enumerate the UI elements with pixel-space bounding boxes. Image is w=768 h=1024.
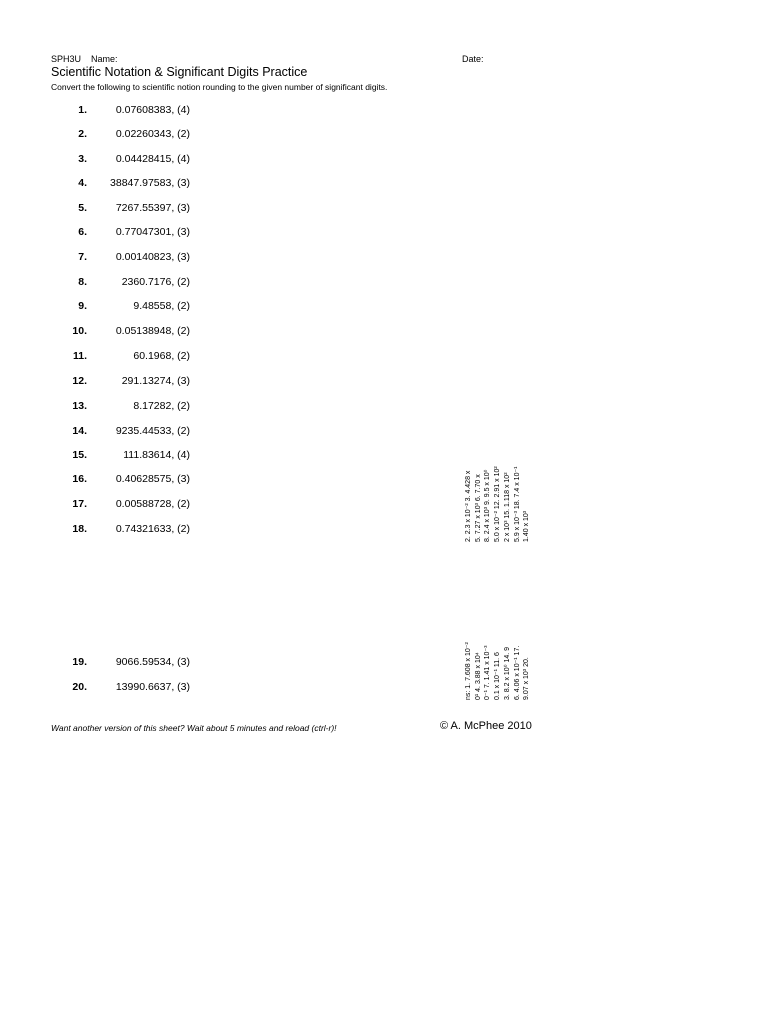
answer-line: 5.0 x 10⁻² 12. 2.91 x 10² (494, 466, 502, 542)
answer-line: 2 x 10³ 15. 1.118 x 10² (503, 472, 511, 542)
question-number: 4. (78, 177, 87, 189)
question-number: 19. (72, 656, 87, 668)
question-value: 7267.55397, (3) (115, 202, 190, 214)
question-value: 2360.7176, (2) (121, 276, 190, 288)
question-number: 15. (72, 449, 87, 461)
answer-line: ns: 1. 7.608 x 10⁻² (465, 642, 472, 700)
question-value: 0.00140823, (3) (115, 251, 190, 263)
answer-line: 2. 2.3 x 10⁻² 3. 4.428 x (465, 470, 472, 542)
question-value: 8.17282, (2) (133, 400, 190, 412)
answer-line: 0.1 x 10⁻¹ 11. 6 (494, 652, 502, 700)
question-number: 6. (78, 226, 87, 238)
question-number: 17. (72, 498, 87, 510)
course-code: SPH3U (51, 54, 82, 64)
question-number: 12. (72, 375, 87, 387)
answer-line: 0¹ 4. 3.88 x 10⁴ (474, 652, 482, 700)
answer-line: 5. 7.27 x 10³ 6. 7.70 x (474, 474, 482, 542)
question-number: 1. (78, 104, 87, 116)
question-value: 9235.44533, (2) (115, 425, 190, 437)
question-number: 16. (72, 473, 87, 485)
answer-line: 8. 2.4 x 10³ 9. 9.5 x 10⁰ (484, 469, 492, 542)
question-value: 13990.6637, (3) (115, 681, 190, 693)
question-value: 38847.97583, (3) (110, 177, 190, 189)
question-number: 8. (78, 276, 87, 288)
question-value: 0.77047301, (3) (115, 226, 190, 238)
question-value: 0.00588728, (2) (115, 498, 190, 510)
footer-note: Want another version of this sheet? Wait about 5 minutes and reload (ctrl-r)! (51, 723, 337, 733)
question-value: 291.13274, (3) (121, 375, 190, 387)
question-number: 10. (72, 325, 87, 337)
instructions: Convert the following to scientific notion rounding to the given number of significant digits. (51, 82, 388, 92)
worksheet-title: Scientific Notation & Significant Digits Practice (51, 65, 308, 79)
question-number: 7. (78, 251, 87, 263)
question-number: 14. (72, 425, 87, 437)
answer-line: 5.9 x 10⁻³ 18. 7.4 x 10⁻¹ (513, 466, 521, 542)
answer-line: 1.40 x 10³ (523, 510, 531, 542)
question-number: 11. (72, 350, 87, 362)
question-number: 9. (78, 300, 87, 312)
question-value: 0.04428415, (4) (115, 153, 190, 165)
answer-line: 0⁻¹ 7. 1.41 x 10⁻³ (484, 645, 492, 700)
question-value: 0.02260343, (2) (115, 128, 190, 140)
question-number: 18. (72, 523, 87, 535)
question-number: 5. (78, 202, 87, 214)
answer-line: 9.07 x 10³ 20. (523, 657, 531, 700)
question-value: 9066.59534, (3) (115, 656, 190, 668)
question-number: 20. (72, 681, 87, 693)
answer-line: 6. 4.06 x 10⁻¹ 17. (513, 645, 521, 700)
question-value: 0.05138948, (2) (115, 325, 190, 337)
question-value: 9.48558, (2) (133, 300, 190, 312)
answer-key-rotated (464, 642, 532, 700)
question-value: 0.07608383, (4) (115, 104, 190, 116)
question-value: 60.1968, (2) (133, 350, 190, 362)
copyright: © A. McPhee 2010 (440, 720, 532, 732)
question-value: 111.83614, (4) (123, 449, 190, 461)
name-label: Name: (91, 54, 118, 64)
question-value: 0.74321633, (2) (115, 523, 190, 535)
question-value: 0.40628575, (3) (115, 473, 190, 485)
answer-line: 3. 8.2 x 10⁰ 14. 9 (503, 646, 511, 700)
question-number: 2. (78, 128, 87, 140)
answer-key-rotated (464, 422, 532, 542)
date-label: Date: (462, 54, 484, 64)
question-number: 13. (72, 400, 87, 412)
question-number: 3. (78, 153, 87, 165)
